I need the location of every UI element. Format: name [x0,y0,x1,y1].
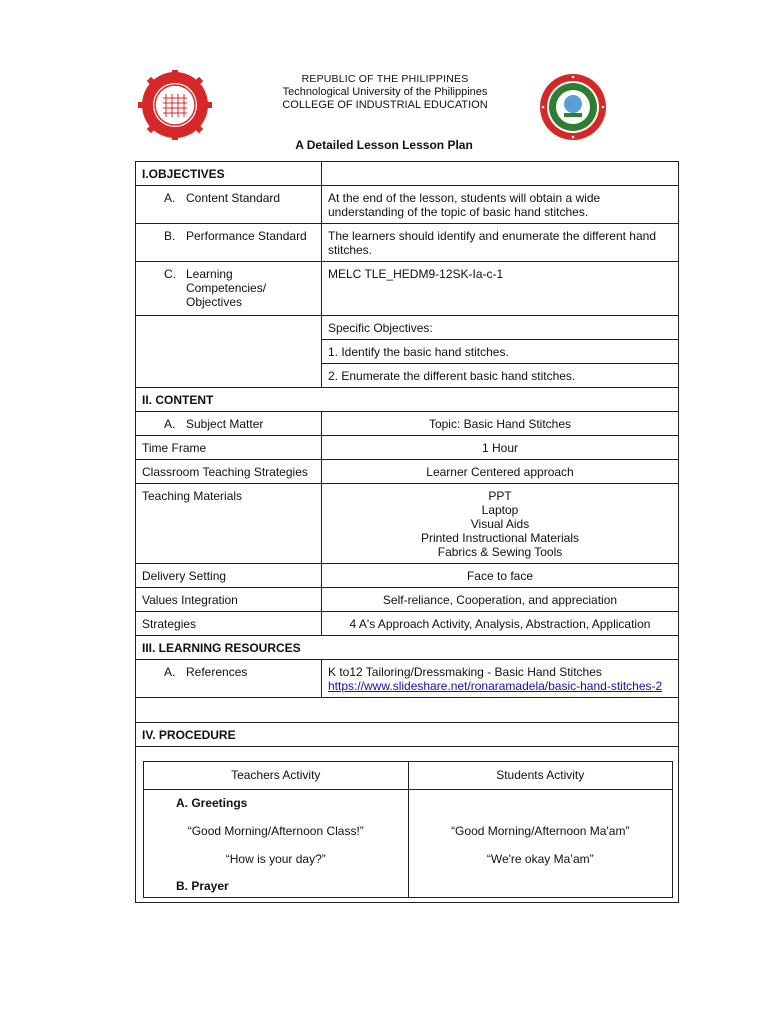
college-name: COLLEGE OF INDUSTRIAL EDUCATION [282,99,488,111]
subject-matter-label: Subject Matter [186,417,264,431]
objectives-header-row [136,162,679,186]
reference-text: K to12 Tailoring/Dressmaking - Basic Hand Stitches [328,665,602,679]
values-integration-row [136,588,679,612]
institution-heading [230,73,540,112]
university-name: Technological University of the Philippines [282,86,488,98]
teaching-materials-list [322,484,679,564]
item-letter: B. [164,229,176,243]
subject-matter-value: Topic: Basic Hand Stitches [322,412,679,436]
teaching-strategies-value: Learner Centered approach [322,460,679,484]
item-letter: A. [164,665,176,679]
competencies-label: Learning Competencies/ Objectives [186,267,267,309]
references-label: References [186,665,248,679]
specific-objectives-heading: Specific Objectives: [322,316,679,340]
performance-standard-label: Performance Standard [186,229,307,243]
content-heading: II. CONTENT [136,388,679,412]
objectives-heading: I.OBJECTIVES [136,162,322,186]
material-item: Printed Instructional Materials [420,531,580,545]
resources-heading: III. LEARNING RESOURCES [136,636,679,660]
content-standard-value: At the end of the lesson, students will obtain a wide understanding of the topic of basic hand stitches. [322,186,679,224]
performance-standard-value: The learners should identify and enumerate the different hand stitches. [322,224,679,262]
students-activity-cell [408,790,673,898]
teaching-materials-row [136,484,679,564]
strategies-label: Strategies [136,612,322,636]
content-standard-row [136,186,679,224]
lesson-plan-table [135,161,679,903]
time-frame-value: 1 Hour [322,436,679,460]
item-letter: A. [164,417,176,431]
material-item: Visual Aids [470,517,530,531]
letterhead [0,66,768,136]
teachers-activity-cell [144,790,409,898]
item-letter: A. [164,191,176,205]
item-letter: C. [164,267,176,281]
student-line: “We're okay Ma’am” [486,852,594,866]
time-frame-label: Time Frame [136,436,322,460]
student-line: “Good Morning/Afternoon Ma'am” [451,824,630,838]
procedure-header-row [136,723,679,747]
material-item: PPT [488,489,512,503]
procedure-heading: IV. PROCEDURE [136,723,679,747]
strategies-value: 4 A's Approach Activity, Analysis, Abstraction, Application [322,612,679,636]
teaching-materials-label: Teaching Materials [136,484,322,564]
teachers-activity-header: Teachers Activity [144,762,409,790]
strategies-row [136,612,679,636]
tup-seal-logo [136,70,214,140]
teacher-line: “How is your day?” [225,852,326,866]
competencies-value: MELC TLE_HEDM9-12SK-Ia-c-1 [322,262,679,316]
delivery-setting-label: Delivery Setting [136,564,322,588]
blank-row [136,698,679,723]
delivery-setting-row [136,564,679,588]
time-frame-row [136,436,679,460]
values-integration-value: Self-reliance, Cooperation, and appreciation [322,588,679,612]
republic-line: REPUBLIC OF THE PHILIPPINES [301,73,469,85]
specific-objectives-heading-row [136,316,679,340]
specific-objective-1: 1. Identify the basic hand stitches. [322,340,679,364]
procedure-body-row [136,747,679,903]
cie-seal-logo [534,72,612,142]
procedure-activity-table [143,761,673,898]
material-item: Laptop [481,503,519,517]
teaching-strategies-label: Classroom Teaching Strategies [136,460,322,484]
competencies-row [136,262,679,316]
reference-link[interactable]: https://www.slideshare.net/ronaramadela/basic-hand-stitches-2 [328,679,663,693]
students-activity-header: Students Activity [408,762,673,790]
delivery-setting-value: Face to face [322,564,679,588]
performance-standard-row [136,224,679,262]
values-integration-label: Values Integration [136,588,322,612]
teaching-strategies-row [136,460,679,484]
teacher-line: “Good Morning/Afternoon Class!” [187,824,364,838]
document-title: A Detailed Lesson Lesson Plan [295,138,473,152]
references-row [136,660,679,698]
subject-matter-row [136,412,679,436]
prayer-heading: B. Prayer [176,879,229,893]
content-header-row [136,388,679,412]
content-standard-label: Content Standard [186,191,281,205]
resources-header-row [136,636,679,660]
greetings-heading: A. Greetings [176,796,248,810]
material-item: Fabrics & Sewing Tools [437,545,563,559]
specific-objective-2: 2. Enumerate the different basic hand stitches. [322,364,679,388]
